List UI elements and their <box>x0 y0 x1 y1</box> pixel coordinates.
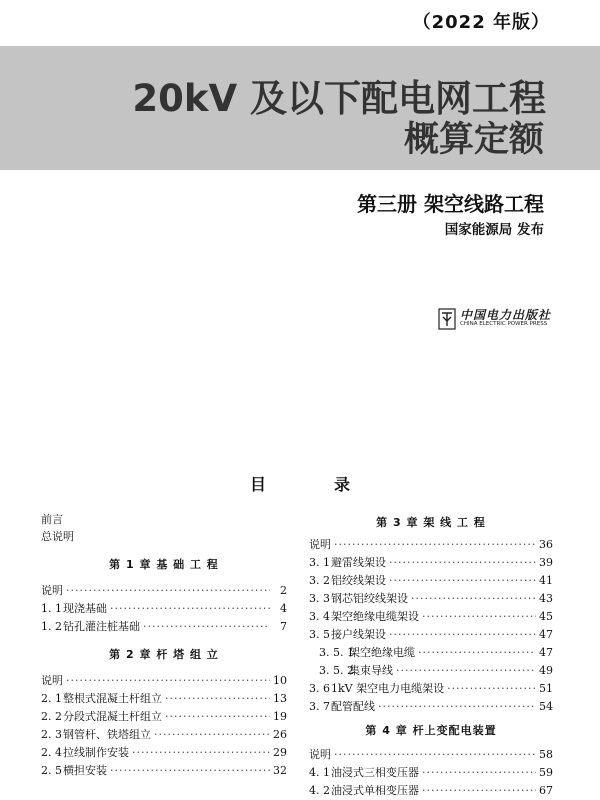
toc-num: 3. 5. 1 <box>319 646 354 659</box>
toc-num: 3. 7 <box>309 700 330 713</box>
leader-dots <box>66 672 270 690</box>
toc-row[interactable] <box>41 744 287 762</box>
toc-page: 47 <box>539 628 553 641</box>
toc-row[interactable] <box>41 762 287 780</box>
toc-page: 26 <box>273 728 287 741</box>
toc-label: 架空绝缘电缆架设 <box>331 610 419 623</box>
toc-page: 47 <box>539 646 553 659</box>
toc-page: 41 <box>539 574 553 587</box>
toc-page: 67 <box>539 784 553 797</box>
press-name: 中国电力出版社 <box>460 308 552 322</box>
leader-dots <box>422 782 536 800</box>
leader-dots <box>66 582 270 600</box>
toc-heading-right: 录 <box>333 475 350 494</box>
toc-page: 32 <box>273 764 287 777</box>
toc-num: 3. 2 <box>309 574 330 587</box>
toc-page: 19 <box>273 710 287 723</box>
leader-dots <box>334 536 536 554</box>
toc-page: 58 <box>539 748 553 761</box>
leader-dots <box>110 762 270 780</box>
toc-page: 29 <box>273 746 287 759</box>
toc-page: 49 <box>539 664 553 677</box>
toc-row[interactable] <box>41 582 287 600</box>
toc-row[interactable] <box>41 708 287 726</box>
toc-label: 油浸式三相变压器 <box>331 766 419 779</box>
toc-row[interactable] <box>309 680 553 698</box>
press-logo-block <box>438 306 558 332</box>
toc-label: 铝绞线架设 <box>331 574 386 587</box>
toc-page: 43 <box>539 592 553 605</box>
toc-page: 4 <box>280 602 287 615</box>
toc-label: 说明 <box>41 584 63 597</box>
toc-page: 36 <box>539 538 553 551</box>
toc-row[interactable] <box>41 672 287 690</box>
toc-page: 54 <box>539 700 553 713</box>
toc-row[interactable] <box>41 600 287 618</box>
leader-dots <box>418 644 536 662</box>
leader-dots <box>389 572 536 590</box>
book-title-line1: 20kV 及以下配电网工程 <box>132 77 546 120</box>
toc-num: 3. 3 <box>309 592 330 605</box>
toc-label: 配管配线 <box>331 700 375 713</box>
toc-entry-preface[interactable]: 前言 <box>41 513 63 526</box>
toc-num: 2. 1 <box>41 692 62 705</box>
toc-label: 集束导线 <box>349 664 393 677</box>
toc-label: 钻孔灌注桩基础 <box>63 620 140 633</box>
press-name-en: CHINA ELECTRIC POWER PRESS <box>460 321 548 327</box>
toc-num: 3. 5 <box>309 628 330 641</box>
toc-row[interactable] <box>309 590 553 608</box>
toc-label: 架空绝缘电缆 <box>349 646 415 659</box>
chapter-2-title: 第 2 章 杆 塔 组 立 <box>109 648 219 661</box>
title-banner <box>0 46 600 170</box>
toc-subrow[interactable] <box>309 644 553 662</box>
edition-label: （2022 年版） <box>412 12 550 33</box>
toc-entry-general[interactable]: 总说明 <box>41 530 74 543</box>
leader-dots <box>411 590 536 608</box>
toc-subrow[interactable] <box>309 662 553 680</box>
toc-page: 51 <box>539 682 553 695</box>
chapter-3-title: 第 3 章 架 线 工 程 <box>376 516 486 529</box>
toc-heading-left: 目 <box>250 475 267 494</box>
leader-dots <box>143 618 270 636</box>
toc-page: 13 <box>273 692 287 705</box>
toc-label: 说明 <box>41 674 63 687</box>
toc-page: 59 <box>539 766 553 779</box>
toc-page: 39 <box>539 556 553 569</box>
chapter-1-title: 第 1 章 基 础 工 程 <box>109 558 219 571</box>
toc-num: 1. 1 <box>41 602 62 615</box>
toc-num: 3. 4 <box>309 610 330 623</box>
toc-label: 油浸式单相变压器 <box>331 784 419 797</box>
volume-title: 第三册 架空线路工程 <box>357 192 544 216</box>
toc-page: 45 <box>539 610 553 623</box>
toc-row[interactable] <box>309 554 553 572</box>
leader-dots <box>154 726 270 744</box>
toc-num: 3. 1 <box>309 556 330 569</box>
toc-left-column <box>41 511 287 780</box>
leader-dots <box>422 608 536 626</box>
toc-label: 1kV 架空电力电缆架设 <box>331 682 445 695</box>
toc-label: 拉线制作安装 <box>63 746 129 759</box>
leader-dots <box>165 708 270 726</box>
toc-label: 分段式混凝土杆组立 <box>63 710 162 723</box>
leader-dots <box>422 764 536 782</box>
leader-dots <box>165 690 270 708</box>
toc-right-column <box>309 514 553 800</box>
toc-label: 横担安装 <box>63 764 107 777</box>
toc-label: 说明 <box>309 538 331 551</box>
toc-num: 2. 2 <box>41 710 62 723</box>
toc-row[interactable] <box>309 536 553 554</box>
toc-num: 2. 4 <box>41 746 62 759</box>
toc-label: 接户线架设 <box>331 628 386 641</box>
toc-row[interactable] <box>309 782 553 800</box>
leader-dots <box>334 746 536 764</box>
toc-label: 钢管杆、铁塔组立 <box>63 728 151 741</box>
leader-dots <box>396 662 536 680</box>
toc-label: 整根式混凝土杆组立 <box>63 692 162 705</box>
leader-dots <box>447 680 536 698</box>
toc-num: 4. 1 <box>309 766 330 779</box>
toc-row[interactable] <box>309 764 553 782</box>
toc-num: 2. 5 <box>41 764 62 777</box>
toc-label: 避雷线架设 <box>331 556 386 569</box>
toc-num: 3. 5. 2 <box>319 664 354 677</box>
leader-dots <box>378 698 536 716</box>
toc-page: 2 <box>280 584 287 597</box>
press-logo-icon <box>438 308 456 330</box>
book-title-line2: 概算定额 <box>403 120 544 160</box>
toc-num: 2. 3 <box>41 728 62 741</box>
leader-dots <box>110 600 270 618</box>
toc-label: 现浇基础 <box>63 602 107 615</box>
toc-row[interactable] <box>309 572 553 590</box>
publisher-line: 国家能源局 发布 <box>444 222 544 238</box>
toc-num: 1. 2 <box>41 620 62 633</box>
chapter-4-title: 第 4 章 杆上变配电装置 <box>365 724 497 737</box>
toc-num: 3. 6 <box>309 682 330 695</box>
toc-heading <box>250 472 350 495</box>
leader-dots <box>132 744 270 762</box>
toc-num: 4. 2 <box>309 784 330 797</box>
toc-row[interactable] <box>41 726 287 744</box>
toc-page: 7 <box>280 620 287 633</box>
toc-row[interactable] <box>309 698 553 716</box>
toc-label: 钢芯铝绞线架设 <box>331 592 408 605</box>
toc-page: 10 <box>273 674 287 687</box>
toc-row[interactable] <box>41 690 287 708</box>
toc-row[interactable] <box>41 618 287 636</box>
toc-row[interactable] <box>309 746 553 764</box>
toc-row[interactable] <box>309 608 553 626</box>
leader-dots <box>389 626 536 644</box>
toc-label: 说明 <box>309 748 331 761</box>
leader-dots <box>389 554 536 572</box>
toc-row[interactable] <box>309 626 553 644</box>
